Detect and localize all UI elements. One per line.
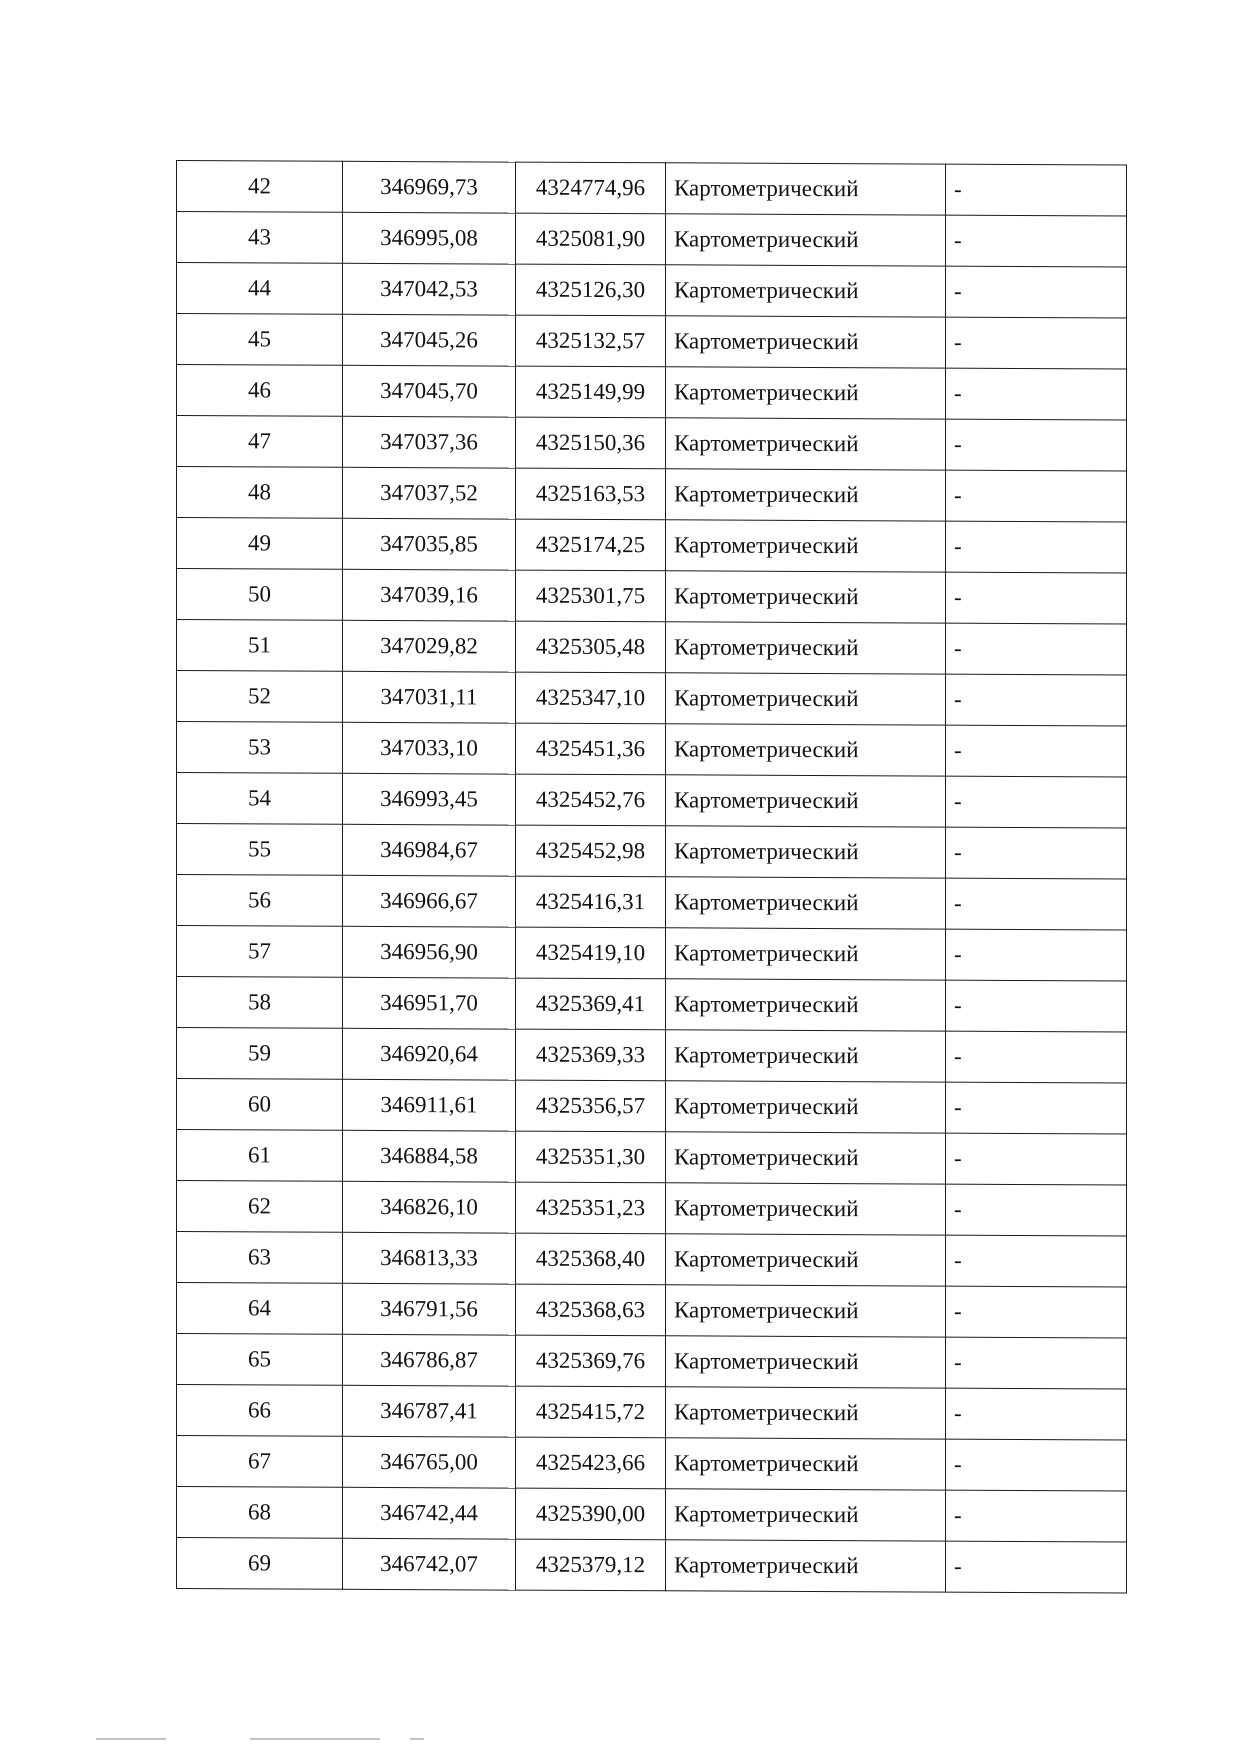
table-row (177, 926, 1127, 981)
method-cell: Картометрический (666, 1234, 946, 1286)
extra-cell: - (946, 674, 1127, 726)
extra-cell: - (946, 419, 1127, 471)
method-cell: Картометрический (666, 826, 946, 878)
x-coordinate-cell: 347033,10 (343, 722, 516, 774)
table-row (177, 365, 1127, 420)
point-number-cell: 62 (177, 1181, 343, 1233)
x-coordinate-cell: 347031,11 (343, 671, 516, 723)
table-row (177, 620, 1127, 675)
extra-cell: - (946, 725, 1127, 777)
y-coordinate-cell: 4325451,36 (516, 723, 666, 775)
point-number-cell: 45 (177, 314, 343, 366)
method-cell: Картометрический (666, 316, 946, 368)
method-cell: Картометрический (666, 571, 946, 623)
point-number-cell: 51 (177, 620, 343, 672)
method-cell: Картометрический (666, 1285, 946, 1337)
method-cell: Картометрический (666, 367, 946, 419)
table-row (177, 161, 1127, 216)
table-row (177, 518, 1127, 573)
point-number-cell: 43 (177, 212, 343, 264)
y-coordinate-cell: 4325149,99 (516, 366, 666, 418)
scan-artifact (96, 1738, 166, 1740)
x-coordinate-cell: 347029,82 (343, 620, 516, 672)
point-number-cell: 48 (177, 467, 343, 519)
point-number-cell: 53 (177, 722, 343, 774)
y-coordinate-cell: 4325126,30 (516, 264, 666, 316)
method-cell: Картометрический (666, 1030, 946, 1082)
x-coordinate-cell: 346984,67 (343, 824, 516, 876)
x-coordinate-cell: 347045,26 (343, 314, 516, 366)
extra-cell: - (946, 266, 1127, 318)
y-coordinate-cell: 4325423,66 (516, 1437, 666, 1489)
method-cell: Картометрический (666, 1387, 946, 1439)
x-coordinate-cell: 346787,41 (343, 1385, 516, 1437)
coordinates-table-body (177, 161, 1127, 1593)
x-coordinate-cell: 346993,45 (343, 773, 516, 825)
method-cell: Картометрический (666, 520, 946, 572)
method-cell: Картометрический (666, 1489, 946, 1541)
method-cell: Картометрический (666, 469, 946, 521)
table-row (177, 977, 1127, 1032)
extra-cell: - (946, 368, 1127, 420)
extra-cell: - (946, 1286, 1127, 1338)
point-number-cell: 60 (177, 1079, 343, 1131)
table-row (177, 416, 1127, 471)
extra-cell: - (946, 470, 1127, 522)
extra-cell: - (946, 164, 1127, 216)
x-coordinate-cell: 347042,53 (343, 263, 516, 315)
table-row (177, 875, 1127, 930)
extra-cell: - (946, 1541, 1127, 1593)
point-number-cell: 68 (177, 1487, 343, 1539)
extra-cell: - (946, 878, 1127, 930)
table-row (177, 1079, 1127, 1134)
method-cell: Картометрический (666, 163, 946, 215)
point-number-cell: 58 (177, 977, 343, 1029)
extra-cell: - (946, 521, 1127, 573)
table-row (177, 773, 1127, 828)
extra-cell: - (946, 1031, 1127, 1083)
point-number-cell: 67 (177, 1436, 343, 1488)
method-cell: Картометрический (666, 265, 946, 317)
point-number-cell: 64 (177, 1283, 343, 1335)
table-row (177, 1283, 1127, 1338)
table-row (177, 1028, 1127, 1083)
x-coordinate-cell: 346765,00 (343, 1436, 516, 1488)
y-coordinate-cell: 4325081,90 (516, 213, 666, 265)
y-coordinate-cell: 4325369,41 (516, 978, 666, 1030)
method-cell: Картометрический (666, 1132, 946, 1184)
method-cell: Картометрический (666, 775, 946, 827)
y-coordinate-cell: 4325415,72 (516, 1386, 666, 1438)
y-coordinate-cell: 4325369,76 (516, 1335, 666, 1387)
point-number-cell: 46 (177, 365, 343, 417)
x-coordinate-cell: 346920,64 (343, 1028, 516, 1080)
method-cell: Картометрический (666, 214, 946, 266)
x-coordinate-cell: 346951,70 (343, 977, 516, 1029)
table-row (177, 1487, 1127, 1542)
table-row (177, 467, 1127, 522)
x-coordinate-cell: 346813,33 (343, 1232, 516, 1284)
y-coordinate-cell: 4325369,33 (516, 1029, 666, 1081)
extra-cell: - (946, 1082, 1127, 1134)
x-coordinate-cell: 346826,10 (343, 1181, 516, 1233)
point-number-cell: 42 (177, 161, 343, 213)
table-row (177, 824, 1127, 879)
y-coordinate-cell: 4325452,98 (516, 825, 666, 877)
extra-cell: - (946, 1235, 1127, 1287)
method-cell: Картометрический (666, 877, 946, 929)
table-row (177, 1181, 1127, 1236)
table-row (177, 569, 1127, 624)
point-number-cell: 47 (177, 416, 343, 468)
method-cell: Картометрический (666, 979, 946, 1031)
x-coordinate-cell: 346966,67 (343, 875, 516, 927)
y-coordinate-cell: 4325351,23 (516, 1182, 666, 1234)
point-number-cell: 57 (177, 926, 343, 978)
y-coordinate-cell: 4325419,10 (516, 927, 666, 979)
method-cell: Картометрический (666, 724, 946, 776)
x-coordinate-cell: 347037,52 (343, 467, 516, 519)
y-coordinate-cell: 4325163,53 (516, 468, 666, 520)
x-coordinate-cell: 346969,73 (343, 161, 516, 213)
extra-cell: - (946, 572, 1127, 624)
x-coordinate-cell: 346742,44 (343, 1487, 516, 1539)
point-number-cell: 54 (177, 773, 343, 825)
method-cell: Картометрический (666, 1081, 946, 1133)
x-coordinate-cell: 347039,16 (343, 569, 516, 621)
x-coordinate-cell: 346911,61 (343, 1079, 516, 1131)
y-coordinate-cell: 4325174,25 (516, 519, 666, 571)
y-coordinate-cell: 4325351,30 (516, 1131, 666, 1183)
extra-cell: - (946, 776, 1127, 828)
extra-cell: - (946, 1184, 1127, 1236)
y-coordinate-cell: 4324774,96 (516, 162, 666, 214)
extra-cell: - (946, 1337, 1127, 1389)
point-number-cell: 55 (177, 824, 343, 876)
method-cell: Картометрический (666, 1540, 946, 1592)
method-cell: Картометрический (666, 928, 946, 980)
y-coordinate-cell: 4325379,12 (516, 1539, 666, 1591)
point-number-cell: 63 (177, 1232, 343, 1284)
scan-artifact (410, 1738, 424, 1740)
table-row (177, 671, 1127, 726)
x-coordinate-cell: 346884,58 (343, 1130, 516, 1182)
y-coordinate-cell: 4325368,63 (516, 1284, 666, 1336)
extra-cell: - (946, 1490, 1127, 1542)
extra-cell: - (946, 1388, 1127, 1440)
extra-cell: - (946, 623, 1127, 675)
y-coordinate-cell: 4325416,31 (516, 876, 666, 928)
table-row (177, 314, 1127, 369)
table-row (177, 1538, 1127, 1593)
y-coordinate-cell: 4325368,40 (516, 1233, 666, 1285)
y-coordinate-cell: 4325301,75 (516, 570, 666, 622)
y-coordinate-cell: 4325356,57 (516, 1080, 666, 1132)
extra-cell: - (946, 317, 1127, 369)
y-coordinate-cell: 4325150,36 (516, 417, 666, 469)
method-cell: Картометрический (666, 418, 946, 470)
x-coordinate-cell: 347037,36 (343, 416, 516, 468)
extra-cell: - (946, 215, 1127, 267)
point-number-cell: 69 (177, 1538, 343, 1590)
table-row (177, 1436, 1127, 1491)
table-row (177, 1130, 1127, 1185)
extra-cell: - (946, 1439, 1127, 1491)
method-cell: Картометрический (666, 1336, 946, 1388)
point-number-cell: 65 (177, 1334, 343, 1386)
point-number-cell: 49 (177, 518, 343, 570)
x-coordinate-cell: 347045,70 (343, 365, 516, 417)
extra-cell: - (946, 980, 1127, 1032)
point-number-cell: 56 (177, 875, 343, 927)
x-coordinate-cell: 346995,08 (343, 212, 516, 264)
y-coordinate-cell: 4325347,10 (516, 672, 666, 724)
y-coordinate-cell: 4325132,57 (516, 315, 666, 367)
method-cell: Картометрический (666, 1438, 946, 1490)
coordinates-table (176, 160, 1127, 1593)
method-cell: Картометрический (666, 622, 946, 674)
scan-artifact (250, 1738, 380, 1740)
x-coordinate-cell: 347035,85 (343, 518, 516, 570)
table-row (177, 722, 1127, 777)
point-number-cell: 61 (177, 1130, 343, 1182)
table-row (177, 1385, 1127, 1440)
y-coordinate-cell: 4325452,76 (516, 774, 666, 826)
x-coordinate-cell: 346791,56 (343, 1283, 516, 1335)
extra-cell: - (946, 827, 1127, 879)
point-number-cell: 66 (177, 1385, 343, 1437)
table-row (177, 212, 1127, 267)
y-coordinate-cell: 4325390,00 (516, 1488, 666, 1540)
point-number-cell: 59 (177, 1028, 343, 1080)
x-coordinate-cell: 346742,07 (343, 1538, 516, 1590)
x-coordinate-cell: 346786,87 (343, 1334, 516, 1386)
table-row (177, 1232, 1127, 1287)
point-number-cell: 44 (177, 263, 343, 315)
method-cell: Картометрический (666, 1183, 946, 1235)
point-number-cell: 52 (177, 671, 343, 723)
point-number-cell: 50 (177, 569, 343, 621)
table-row (177, 263, 1127, 318)
extra-cell: - (946, 1133, 1127, 1185)
method-cell: Картометрический (666, 673, 946, 725)
table-row (177, 1334, 1127, 1389)
y-coordinate-cell: 4325305,48 (516, 621, 666, 673)
extra-cell: - (946, 929, 1127, 981)
x-coordinate-cell: 346956,90 (343, 926, 516, 978)
